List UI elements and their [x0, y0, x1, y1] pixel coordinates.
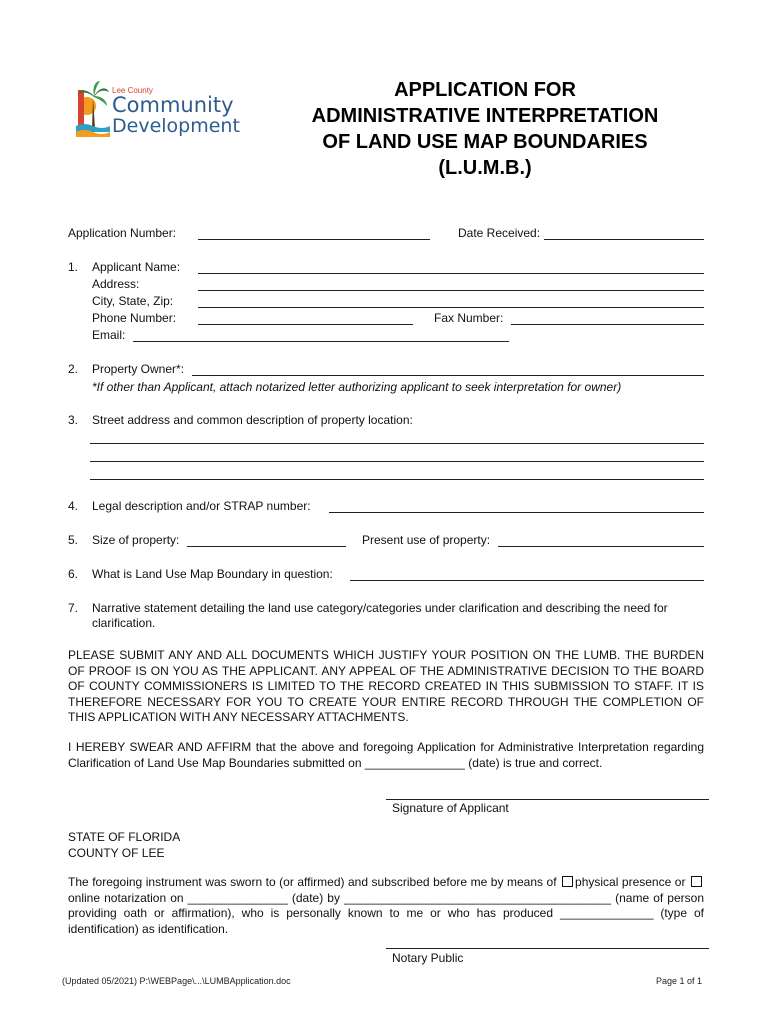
lee-county-logo	[76, 80, 246, 140]
land-use-boundary-field[interactable]	[350, 580, 704, 581]
logo-development-text: Development	[112, 115, 240, 137]
footer-page-number: Page 1 of 1	[655, 976, 702, 986]
notary-public-label: Notary Public	[392, 951, 464, 965]
street-address-label: Street address and common description of property location:	[92, 413, 413, 427]
physical-presence-checkbox[interactable]	[562, 876, 573, 887]
applicant-signature-field[interactable]	[386, 799, 709, 800]
address-label: Address:	[92, 277, 140, 291]
fax-number-field[interactable]	[511, 324, 704, 325]
signature-label: Signature of Applicant	[392, 801, 509, 815]
palm-sun-icon	[76, 80, 110, 138]
property-owner-note: *If other than Applicant, attach notarized letter authorizing applicant to seek interpretation for owner)	[92, 380, 622, 394]
notary-statement	[68, 875, 704, 937]
section-4-number: 4.	[68, 499, 79, 513]
present-use-label: Present use of property:	[362, 533, 491, 547]
phone-number-label: Phone Number:	[92, 311, 177, 325]
section-3-number: 3.	[68, 413, 79, 427]
title-line-3: OF LAND USE MAP BOUNDARIES	[322, 131, 648, 153]
fax-number-label: Fax Number:	[434, 311, 504, 325]
present-use-field[interactable]	[498, 546, 704, 547]
application-number-field[interactable]	[198, 239, 430, 240]
footer-document-info: (Updated 05/2021) P:\WEBPage\...\LUMBApplication.doc	[62, 976, 291, 986]
address-field[interactable]	[198, 290, 704, 291]
phone-number-field[interactable]	[198, 324, 413, 325]
street-address-line-3[interactable]	[90, 479, 704, 480]
legal-description-label: Legal description and/or STRAP number:	[92, 499, 311, 513]
legal-description-field[interactable]	[329, 512, 704, 513]
city-state-zip-field[interactable]	[198, 307, 704, 308]
city-state-zip-label: City, State, Zip:	[92, 294, 174, 308]
property-owner-field[interactable]	[192, 375, 704, 376]
applicant-name-label: Applicant Name:	[92, 260, 181, 274]
email-label: Email:	[92, 328, 126, 342]
narrative-line-1: Narrative statement detailing the land use category/categories under clarification and describing the need for	[92, 601, 668, 615]
property-owner-label: Property Owner*:	[92, 362, 185, 376]
section-7-number: 7.	[68, 601, 79, 615]
notary-text-online: online notarization on _______________ (date) by ________________________________________ (name of person providing oath or affirmation), who is personally known to me or who has produced ______________ (type of identification) as identification.	[68, 890, 704, 936]
land-use-boundary-label: What is Land Use Map Boundary in question:	[92, 567, 333, 581]
logo-community-text: Community	[112, 93, 234, 117]
notary-text-part-1: The foregoing instrument was sworn to (or affirmed) and subscribed before me by means of	[68, 875, 557, 889]
state-label: STATE OF FLORIDA	[68, 830, 181, 844]
date-received-field[interactable]	[544, 239, 704, 240]
street-address-line-1[interactable]	[90, 443, 704, 444]
applicant-name-field[interactable]	[198, 273, 704, 274]
section-1-number: 1.	[68, 260, 79, 274]
title-line-4: (L.U.M.B.)	[438, 157, 532, 179]
section-6-number: 6.	[68, 567, 79, 581]
size-of-property-label: Size of property:	[92, 533, 180, 547]
county-label: COUNTY OF LEE	[68, 846, 165, 860]
logo-county-text: Lee County	[112, 86, 153, 95]
title-line-2: ADMINISTRATIVE INTERPRETATION	[311, 105, 659, 127]
form-title	[280, 77, 690, 181]
section-5-number: 5.	[68, 533, 79, 547]
narrative-line-2: clarification.	[92, 616, 156, 630]
submission-notice: PLEASE SUBMIT ANY AND ALL DOCUMENTS WHICH JUSTIFY YOUR POSITION ON THE LUMB. THE BURDEN OF PROOF IS ON YOU AS THE APPLICANT. ANY APPEAL OF THE ADMINISTRATIVE DECISION TO THE BOARD OF COUNTY COMMISSIONERS IS LIMITED TO THE RECORD CREATED IN THIS SUBMISSION TO STAFF. IT IS THEREFORE NECESSARY FOR YOU TO CREATE YOUR ENTIRE RECORD THROUGH THE COMPLETION OF THIS APPLICATION WITH ANY NECESSARY ATTACHMENTS.	[68, 648, 704, 724]
email-field[interactable]	[133, 341, 509, 342]
notary-signature-field[interactable]	[386, 948, 709, 949]
notary-text-physical: physical presence or	[575, 875, 686, 889]
title-line-1: APPLICATION FOR	[394, 79, 576, 101]
section-2-number: 2.	[68, 362, 79, 376]
application-number-label: Application Number:	[68, 226, 177, 240]
date-received-label: Date Received:	[458, 226, 541, 240]
size-of-property-field[interactable]	[187, 546, 346, 547]
street-address-line-2[interactable]	[90, 461, 704, 462]
online-notarization-checkbox[interactable]	[691, 876, 702, 887]
affirmation-statement: I HEREBY SWEAR AND AFFIRM that the above and foregoing Application for Administrative Interpretation regarding Clarification of Land Use Map Boundaries submitted on _______________ (date) is true and correct.	[68, 740, 704, 770]
